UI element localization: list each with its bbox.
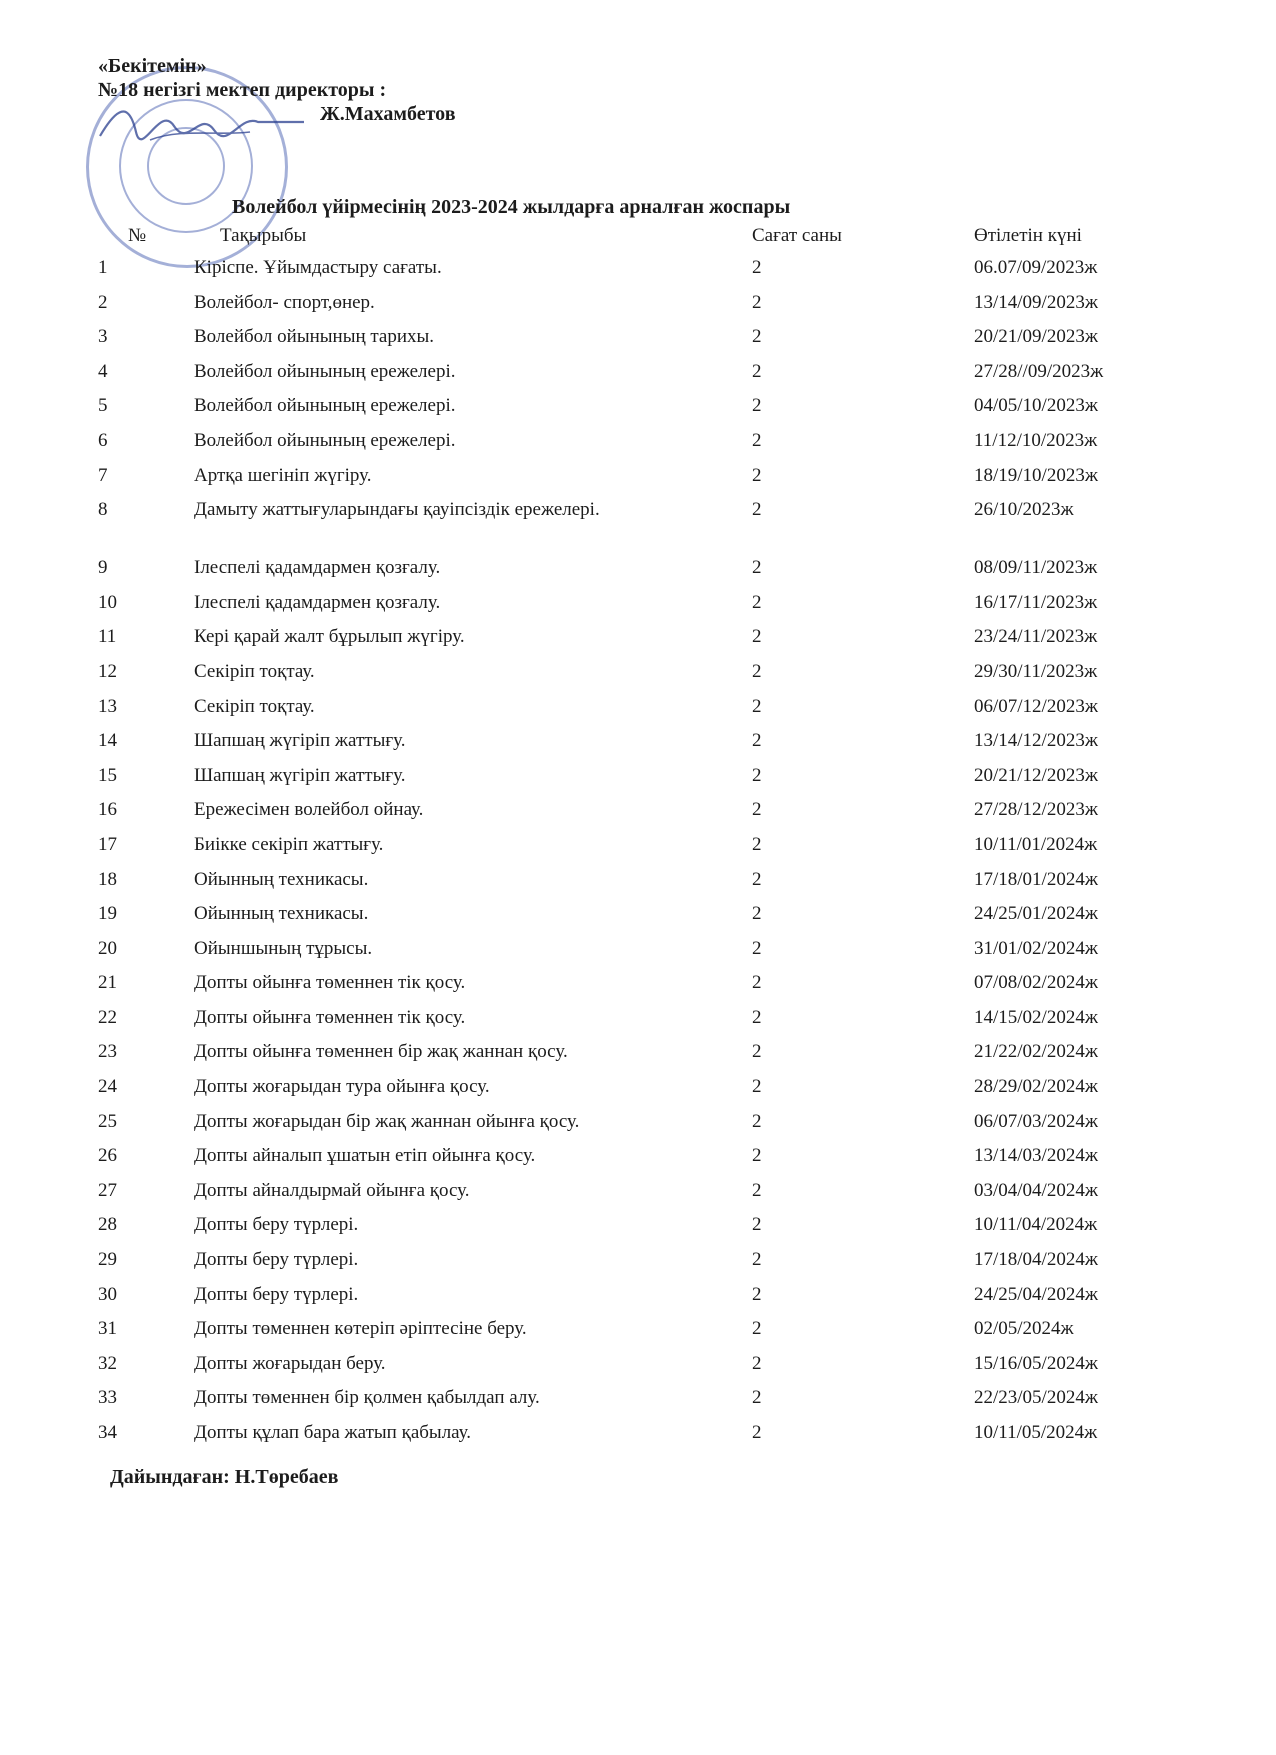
table-row (98, 1110, 1178, 1145)
row-topic: Допты айналып ұшатын етіп ойынға қосу. (194, 1145, 536, 1167)
row-number: 34 (98, 1422, 117, 1443)
row-topic: Секіріп тоқтау. (194, 660, 315, 682)
approval-director-name: Ж.Махамбетов (320, 103, 456, 125)
row-date: 06/07/12/2023ж (974, 695, 1098, 717)
row-hours: 2 (752, 764, 762, 786)
row-number: 26 (98, 1145, 117, 1167)
row-number: 7 (98, 464, 108, 486)
header-no: № (128, 225, 147, 246)
row-topic: Допты ойынға төменнен тік қосу. (194, 972, 466, 994)
row-hours: 2 (752, 499, 762, 521)
row-number: 25 (98, 1110, 117, 1132)
table-row (98, 1144, 1178, 1179)
row-number: 24 (98, 1076, 117, 1098)
row-hours: 2 (752, 557, 762, 579)
table-row (98, 1317, 1178, 1352)
row-date: 13/14/09/2023ж (974, 291, 1098, 313)
row-date: 06.07/09/2023ж (974, 257, 1098, 278)
approval-heading: «Бекітемін» (98, 55, 207, 77)
row-hours: 2 (752, 695, 762, 717)
row-topic: Допты айналдырмай ойынға қосу. (194, 1179, 470, 1201)
row-date: 20/21/12/2023ж (974, 764, 1098, 786)
row-date: 17/18/01/2024ж (974, 868, 1098, 890)
row-hours: 2 (752, 903, 762, 925)
table-row (98, 625, 1178, 660)
row-date: 02/05/2024ж (974, 1318, 1074, 1340)
table-row (98, 1213, 1178, 1248)
table-row (98, 798, 1178, 833)
row-number: 11 (98, 626, 117, 648)
row-hours: 2 (752, 1041, 762, 1063)
table-row (98, 1352, 1178, 1387)
row-date: 10/11/04/2024ж (974, 1214, 1098, 1236)
row-number: 15 (98, 764, 117, 786)
row-number: 20 (98, 937, 117, 959)
row-hours: 2 (752, 1110, 762, 1132)
table-row (98, 429, 1178, 464)
row-number: 29 (98, 1249, 117, 1271)
row-number: 19 (98, 903, 117, 925)
table-row (98, 1421, 1178, 1456)
table-row (98, 833, 1178, 868)
row-hours: 2 (752, 591, 762, 613)
row-hours: 2 (752, 1422, 762, 1443)
row-hours: 2 (752, 429, 762, 451)
row-topic: Секіріп тоқтау. (194, 695, 315, 717)
row-hours: 2 (752, 1249, 762, 1271)
row-number: 31 (98, 1318, 117, 1340)
row-hours: 2 (752, 326, 762, 348)
table-row (98, 1006, 1178, 1041)
table-row (98, 1248, 1178, 1283)
row-number: 22 (98, 1006, 117, 1028)
table-row (98, 1386, 1178, 1421)
row-date: 14/15/02/2024ж (974, 1006, 1098, 1028)
row-number: 32 (98, 1352, 117, 1374)
row-topic: Допты беру түрлері. (194, 1214, 359, 1236)
row-date: 08/09/11/2023ж (974, 557, 1098, 579)
row-hours: 2 (752, 972, 762, 994)
row-hours: 2 (752, 291, 762, 313)
row-date: 22/23/05/2024ж (974, 1387, 1098, 1409)
row-number: 9 (98, 557, 108, 579)
row-topic: Допты жоғарыдан бір жақ жаннан ойынға қосу. (194, 1110, 580, 1132)
row-hours: 2 (752, 1387, 762, 1409)
row-topic: Биікке секіріп жаттығу. (194, 833, 384, 855)
row-topic: Дамыту жаттығуларындағы қауіпсіздік ережелері. (194, 499, 600, 521)
row-topic: Допты ойынға төменнен тік қосу. (194, 1006, 466, 1028)
row-number: 18 (98, 868, 117, 890)
table-row (98, 764, 1178, 799)
row-number: 14 (98, 730, 117, 752)
row-topic: Допты жоғарыдан беру. (194, 1352, 386, 1374)
row-date: 27/28//09/2023ж (974, 360, 1104, 382)
table-body (98, 256, 1178, 1456)
table-row (98, 937, 1178, 972)
row-topic: Волейбол ойынының тарихы. (194, 326, 435, 348)
row-date: 11/12/10/2023ж (974, 429, 1098, 451)
row-hours: 2 (752, 833, 762, 855)
row-date: 21/22/02/2024ж (974, 1041, 1098, 1063)
row-hours: 2 (752, 937, 762, 959)
row-number: 2 (98, 291, 108, 313)
row-topic: Допты төменнен көтеріп әріптесіне беру. (194, 1318, 527, 1340)
header-hours: Сағат саны (752, 225, 842, 246)
row-date: 13/14/12/2023ж (974, 730, 1098, 752)
row-hours: 2 (752, 799, 762, 821)
row-hours: 2 (752, 1076, 762, 1098)
row-date: 10/11/05/2024ж (974, 1422, 1098, 1443)
row-topic: Волейбол ойынының ережелері. (194, 395, 456, 417)
row-number: 5 (98, 395, 108, 417)
row-date: 27/28/12/2023ж (974, 799, 1098, 821)
row-number: 1 (98, 257, 108, 278)
table-row (98, 325, 1178, 360)
row-hours: 2 (752, 1214, 762, 1236)
row-date: 06/07/03/2024ж (974, 1110, 1098, 1132)
row-hours: 2 (752, 1145, 762, 1167)
row-date: 18/19/10/2023ж (974, 464, 1098, 486)
row-topic: Кері қарай жалт бұрылып жүгіру. (194, 626, 465, 648)
row-topic: Волейбол ойынының ережелері. (194, 360, 456, 382)
table-row (98, 256, 1178, 291)
row-hours: 2 (752, 1318, 762, 1340)
row-number: 10 (98, 591, 117, 613)
row-topic: Допты жоғарыдан тура ойынға қосу. (194, 1076, 490, 1098)
row-number: 16 (98, 799, 117, 821)
row-topic: Ойынның техникасы. (194, 903, 369, 925)
row-number: 6 (98, 429, 108, 451)
row-hours: 2 (752, 1006, 762, 1028)
row-number: 28 (98, 1214, 117, 1236)
row-hours: 2 (752, 1352, 762, 1374)
row-topic: Ережесімен волейбол ойнау. (194, 799, 424, 821)
row-topic: Допты беру түрлері. (194, 1283, 359, 1305)
row-topic: Ілеспелі қадамдармен қозғалу. (194, 591, 441, 613)
row-date: 04/05/10/2023ж (974, 395, 1098, 417)
table-row (98, 291, 1178, 326)
row-hours: 2 (752, 868, 762, 890)
row-topic: Артқа шегініп жүгіру. (194, 464, 372, 486)
row-topic: Кіріспе. Ұйымдастыру сағаты. (194, 257, 442, 278)
row-number: 17 (98, 833, 117, 855)
table-row (98, 902, 1178, 937)
schedule-table (98, 224, 1178, 1456)
row-number: 30 (98, 1283, 117, 1305)
row-date: 28/29/02/2024ж (974, 1076, 1098, 1098)
approval-block (98, 54, 456, 126)
row-number: 13 (98, 695, 117, 717)
table-row (98, 729, 1178, 764)
table-row (98, 394, 1178, 429)
table-row (98, 660, 1178, 695)
table-row (98, 1179, 1178, 1214)
row-date: 24/25/04/2024ж (974, 1283, 1098, 1305)
table-row (98, 464, 1178, 499)
row-topic: Допты беру түрлері. (194, 1249, 359, 1271)
table-row (98, 360, 1178, 395)
row-number: 21 (98, 972, 117, 994)
table-row (98, 498, 1178, 556)
row-hours: 2 (752, 1179, 762, 1201)
row-date: 07/08/02/2024ж (974, 972, 1098, 994)
row-date: 29/30/11/2023ж (974, 660, 1098, 682)
row-topic: Ілеспелі қадамдармен қозғалу. (194, 557, 441, 579)
row-date: 24/25/01/2024ж (974, 903, 1098, 925)
table-row (98, 695, 1178, 730)
row-hours: 2 (752, 360, 762, 382)
table-row (98, 556, 1178, 591)
table-row (98, 591, 1178, 626)
row-number: 3 (98, 326, 108, 348)
header-topic: Тақырыбы (220, 225, 307, 246)
row-date: 26/10/2023ж (974, 499, 1074, 521)
row-hours: 2 (752, 660, 762, 682)
row-topic: Допты ойынға төменнен бір жақ жаннан қосу. (194, 1041, 568, 1063)
page-title: Волейбол үйірмесінің 2023-2024 жылдарға арналған жоспары (232, 196, 791, 218)
row-number: 23 (98, 1041, 117, 1063)
table-row (98, 1040, 1178, 1075)
row-date: 17/18/04/2024ж (974, 1249, 1098, 1271)
row-topic: Шапшаң жүгіріп жаттығу. (194, 730, 406, 752)
row-date: 13/14/03/2024ж (974, 1145, 1098, 1167)
row-date: 31/01/02/2024ж (974, 937, 1098, 959)
table-header (98, 224, 1178, 256)
header-date: Өтілетін күні (974, 225, 1082, 246)
row-date: 03/04/04/2024ж (974, 1179, 1098, 1201)
row-number: 4 (98, 360, 108, 382)
row-topic: Шапшаң жүгіріп жаттығу. (194, 764, 406, 786)
row-hours: 2 (752, 464, 762, 486)
row-hours: 2 (752, 626, 762, 648)
prepared-by: Дайындаған: Н.Төребаев (110, 1466, 339, 1488)
row-date: 10/11/01/2024ж (974, 833, 1098, 855)
table-row (98, 1075, 1178, 1110)
row-topic: Ойыншының тұрысы. (194, 937, 373, 959)
row-topic: Волейбол ойынының ережелері. (194, 429, 456, 451)
row-topic: Допты құлап бара жатып қабылау. (194, 1422, 471, 1443)
row-hours: 2 (752, 1283, 762, 1305)
row-number: 27 (98, 1179, 117, 1201)
row-date: 20/21/09/2023ж (974, 326, 1098, 348)
table-row (98, 868, 1178, 903)
row-number: 12 (98, 660, 117, 682)
row-number: 8 (98, 499, 108, 521)
row-topic: Волейбол- спорт,өнер. (194, 291, 375, 313)
row-hours: 2 (752, 257, 762, 278)
row-hours: 2 (752, 395, 762, 417)
table-row (98, 971, 1178, 1006)
row-date: 16/17/11/2023ж (974, 591, 1098, 613)
row-number: 33 (98, 1387, 117, 1409)
row-hours: 2 (752, 730, 762, 752)
approval-position: №18 негізгі мектеп директоры : (98, 79, 387, 101)
row-date: 15/16/05/2024ж (974, 1352, 1098, 1374)
row-topic: Допты төменнен бір қолмен қабылдап алу. (194, 1387, 540, 1409)
row-date: 23/24/11/2023ж (974, 626, 1098, 648)
row-topic: Ойынның техникасы. (194, 868, 369, 890)
table-row (98, 1283, 1178, 1318)
